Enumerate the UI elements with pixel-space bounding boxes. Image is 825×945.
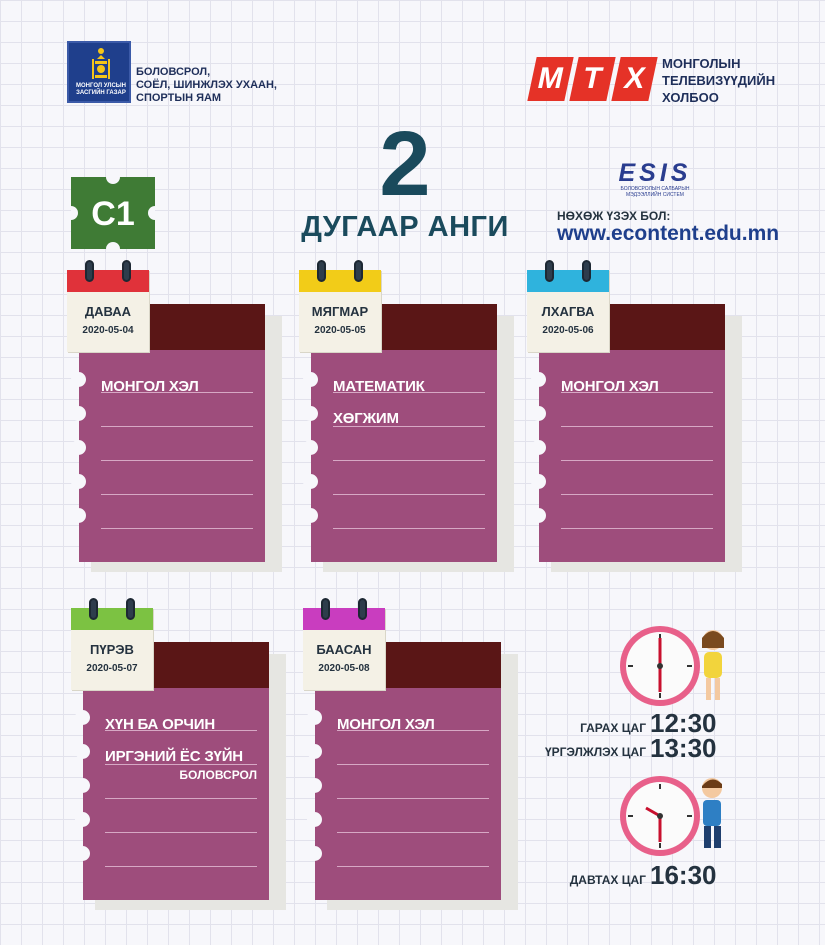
repeat-time-label: ДАВТАХ ЦАГ — [569, 873, 646, 887]
ministry-emblem — [67, 41, 131, 103]
binder-hole — [531, 440, 546, 455]
subject-name: МОНГОЛ ХЭЛ — [337, 716, 435, 733]
day-date: 2020-05-04 — [82, 325, 134, 336]
day-name: ПҮРЭВ — [90, 642, 134, 657]
binder-ring-icon — [545, 260, 554, 282]
lesson-line — [337, 764, 489, 765]
date-tab-top — [71, 608, 153, 630]
binder-ring-icon — [582, 260, 591, 282]
esis-logo-text: ESIS — [618, 159, 692, 187]
mtx-letter: Х — [611, 57, 657, 101]
lesson-line — [101, 426, 253, 427]
lesson-line — [333, 460, 485, 461]
mtx-name-line: МОНГОЛЫН — [662, 56, 741, 71]
binder-hole — [75, 846, 90, 861]
binder-hole — [531, 508, 546, 523]
binder-hole — [307, 744, 322, 759]
subject-name: МАТЕМАТИК — [333, 378, 425, 395]
date-tab-top — [303, 608, 385, 630]
binder-hole — [531, 474, 546, 489]
binder-hole — [307, 710, 322, 725]
binder-hole — [303, 440, 318, 455]
date-tab — [299, 270, 381, 352]
repeat-time: 16:30 — [650, 860, 717, 890]
lesson-line — [101, 494, 253, 495]
website-link[interactable]: www.econtent.edu.mn — [557, 222, 780, 245]
day-name: ЛХАГВА — [541, 304, 595, 319]
continue-time: 13:30 — [650, 733, 717, 763]
binder-ring-icon — [126, 598, 135, 620]
level-badge-text: С1 — [91, 195, 135, 233]
binder-hole — [75, 710, 90, 725]
binder-hole — [307, 846, 322, 861]
day-card — [71, 598, 286, 923]
date-tab — [303, 608, 385, 690]
ministry-name — [136, 66, 306, 105]
continue-time-label: ҮРГЭЛЖЛЭХ ЦАГ — [544, 745, 646, 759]
day-card — [67, 260, 282, 585]
binder-hole — [71, 474, 86, 489]
lesson-line — [105, 798, 257, 799]
day-date: 2020-05-05 — [314, 325, 366, 336]
mtx-logo — [532, 57, 655, 101]
mtx-letter: Т — [569, 57, 615, 101]
mtx-name-line: ТЕЛЕВИЗҮҮДИЙН — [662, 73, 776, 88]
binder-ring-icon — [317, 260, 326, 282]
subject-name: ХӨГЖИМ — [333, 410, 399, 427]
lesson-line — [561, 460, 713, 461]
subject-name: ХҮН БА ОРЧИН — [105, 716, 215, 733]
lesson-line — [337, 866, 489, 867]
binder-hole — [303, 406, 318, 421]
day-name: БААСАН — [316, 642, 372, 657]
grade-label: ДУГААР АНГИ — [301, 211, 509, 243]
binder-hole — [303, 474, 318, 489]
subject-name: ИРГЭНИЙ ЁС ЗҮЙН — [105, 748, 243, 765]
access-label: НӨХӨЖ ҮЗЭХ БОЛ: — [557, 209, 671, 223]
grade-number: 2 — [379, 113, 431, 215]
ministry-name-line: СПОРТЫН ЯАМ — [136, 92, 222, 104]
binder-hole — [75, 812, 90, 827]
binder-hole — [71, 508, 86, 523]
binder-ring-icon — [358, 598, 367, 620]
binder-hole — [71, 372, 86, 387]
binder-hole — [531, 372, 546, 387]
lesson-line — [101, 460, 253, 461]
binder-ring-icon — [89, 598, 98, 620]
clock-boy-illustration — [618, 770, 730, 862]
lesson-line — [337, 798, 489, 799]
lesson-line — [561, 494, 713, 495]
broadcast-time: 12:30 — [650, 708, 717, 738]
day-date: 2020-05-07 — [86, 663, 138, 674]
binder-ring-icon — [354, 260, 363, 282]
lesson-line — [333, 528, 485, 529]
mtx-letter: М — [527, 57, 573, 101]
binder-hole — [75, 744, 90, 759]
binder-hole — [71, 406, 86, 421]
lesson-line — [101, 528, 253, 529]
mtx-name — [662, 55, 812, 106]
date-tab — [67, 270, 149, 352]
binder-hole — [303, 508, 318, 523]
binder-hole — [71, 440, 86, 455]
date-tab-top — [299, 270, 381, 292]
lesson-line — [561, 426, 713, 427]
binder-hole — [303, 372, 318, 387]
date-tab — [71, 608, 153, 690]
lesson-line — [333, 494, 485, 495]
date-tab — [527, 270, 609, 352]
broadcast-time-label: ГАРАХ ЦАГ — [580, 721, 646, 735]
lesson-line — [105, 866, 257, 867]
subject-name: МОНГОЛ ХЭЛ — [101, 378, 199, 395]
esis-logo — [614, 160, 696, 200]
binder-ring-icon — [321, 598, 330, 620]
binder-hole — [531, 406, 546, 421]
binder-ring-icon — [85, 260, 94, 282]
lesson-line — [105, 832, 257, 833]
lesson-line — [337, 832, 489, 833]
binder-hole — [307, 778, 322, 793]
date-tab-top — [67, 270, 149, 292]
mtx-name-line: ХОЛБОО — [662, 90, 719, 105]
subject-note: БОЛОВСРОЛ — [179, 768, 257, 782]
lesson-line — [561, 528, 713, 529]
day-name: ДАВАА — [84, 304, 132, 319]
binder-hole — [307, 812, 322, 827]
day-name: МЯГМАР — [311, 304, 369, 319]
binder-hole — [75, 778, 90, 793]
soyombo-icon — [91, 47, 111, 81]
day-card — [527, 260, 742, 585]
day-card — [303, 598, 518, 923]
esis-logo-subtitle: БОЛОВСРОЛЫН САЛБАРЫН МЭДЭЭЛЛИЙН СИСТЕМ — [620, 186, 690, 198]
emblem-caption: МОНГОЛ УЛСЫН ЗАСГИЙН ГАЗАР — [76, 83, 126, 96]
subject-name: МОНГОЛ ХЭЛ — [561, 378, 659, 395]
day-card — [299, 260, 514, 585]
level-badge — [71, 177, 155, 249]
ministry-name-line: БОЛОВСРОЛ, — [136, 66, 211, 78]
clock-girl-illustration — [618, 620, 730, 712]
binder-ring-icon — [122, 260, 131, 282]
day-date: 2020-05-06 — [542, 325, 594, 336]
ministry-name-line: СОЁЛ, ШИНЖЛЭХ УХААН, — [136, 79, 277, 91]
date-tab-top — [527, 270, 609, 292]
day-date: 2020-05-08 — [318, 663, 370, 674]
